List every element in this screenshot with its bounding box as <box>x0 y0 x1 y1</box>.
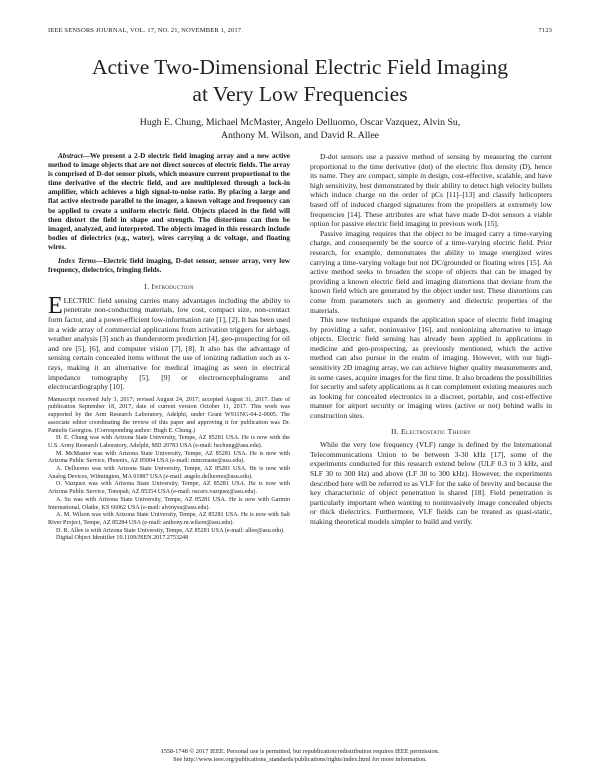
footer-rights-link[interactable]: See http://www.ieee.org/publications_standards/publications/rights/index.html for more information. <box>173 756 427 763</box>
footnote-author-mcmaster: M. McMaster was with Arizona State University, Tempe, AZ 85281 USA. He is now with Arizona Public Service, Phoenix, AZ 85004 USA (e-mail: mmcmaste@asu.edu). <box>48 450 290 465</box>
footnote-author-delluomo: A. Delluomo was with Arizona State University, Tempe, AZ 85281 USA. He is now with Analog Devices, Wilmington, MA 01887 USA (e-mail: angelo.delluomo@asu.edu). <box>48 466 290 480</box>
abstract-text: We present a 2-D electric field imaging array and a new active method to image objects that are not direct sources of electric fields. The array is comprised of D-dot sensor pixels, which measure current proportional to the time derivative of the electric field, and are multiplexed through a lock-in amplifier, which achieves a high signal-to-noise ratio. By placing a large and flat active electrode parallel to the imager, a known voltage and frequency can be applied to create a uniform electric field. Objects placed in the field will then distort the field in shape and strength. The distortions can then be imaged, analyzed, and interpreted. The objects imaged in this research include bodies of dielectrics (e.g., water), wires carrying a dc voltage, and floating wires. <box>48 152 290 251</box>
abstract: Abstract—We present a 2-D electric field imaging array and a new active method to image objects that are not direct sources of electric fields. The array is comprised of D-dot sensor pixels, which measure current proportional to the time derivative of the electric field, and are multiplexed through a lock-in amplifier, which achieves a high signal-to-noise ratio. By placing a large and flat active electrode parallel to the imager, a known voltage and frequency can be applied to create a uniform electric field. Objects placed in the field will then distort the field in shape and strength. The distortions can then be imaged, analyzed, and interpreted. The objects imaged in this research include bodies of dielectrics (e.g., water), wires carrying a dc voltage, and floating wires. <box>48 152 290 251</box>
abstract-label: Abstract <box>58 152 83 160</box>
body-paragraph-ddot: D-dot sensors use a passive method of sensing by measuring the current proportional to the time derivative (dot) of the electric flux density (D), hence its name. They are compact, simple in design, cost-effective, scalable, and have high sensitivity, best demonstrated by their ability to detect high velocity bullets which induce charge on the order of pCs [11]–[13] and classify helicopters based off of induced charged signatures from the propellers at extremely low frequencies [14]. These attributes are what have made D-dot sensors a viable option for passive electric field imaging in previous work [15]. <box>310 152 552 229</box>
footer-copyright-line: 1558-1748 © 2017 IEEE. Personal use is permitted, but republication/redistribution requires IEEE permission. <box>160 748 440 755</box>
section-heading-electrostatic-theory: II. Electrostatic Theory <box>390 426 472 436</box>
footnote-author-allee: D. R. Allee is with Arizona State University, Tempe, AZ 85281 USA (e-mail: allee@asu.edu). <box>56 527 285 534</box>
intro-paragraph-text: LECTRIC field sensing carries many advantages including the ability to penetrate non-conducting materials, low cost, compact size, non-contact form factor, and a power-efficient low-information rate [1], [2]. It has been used in a wide array of commercial applications from activation triggers for airbags, weather analysis [3] such as thunderstorm prediction [4], geo-prospecting for oil and ore [5], [6], and computer vision [7], [8]. It also has the advantage of sensing certain concealed items without the use of ionizing radiation such as x-rays, making it an alternative for medical imaging as seen in electrical impedance tomography [5], [9] or electroencephalograms and electrocardiography [10]. <box>48 295 290 392</box>
footnote-author-chung: H. E. Chung was with Arizona State University, Tempe, AZ 85281 USA. He is now with the U.S. Army Research Laboratory, Adelphi, MD 20783 USA (e-mail: hechung@asu.edu). <box>48 435 290 449</box>
index-terms-label: Index Terms <box>58 257 97 266</box>
section-heading-introduction: I. Introduction <box>144 282 194 292</box>
body-paragraph-vlf: While the very low frequency (VLF) range is defined by the International Telecommunications Union to be between 3-30 kHz [17], some of the experiments conducted for this research extend below (ULF 0.3 to 3 kHz, and SLF 30 to 300 Hz) and above (LF 30 to 300 kHz). However, the experiments described here will be referred to as VLF for the sake of brevity and because the key characteristic of object penetration is shared [18]. Field penetration is particularly important when wanting to noninvasively image concealed objects or thick dielectrics. Furthermore, VLF fields can be treated as quasi-static, making theoretical models simpler to build and verify. <box>310 440 552 526</box>
authors-line-2: Anthony M. Wilson, and David R. Allee <box>220 130 380 141</box>
title-line-2: at Very Low Frequencies <box>192 82 408 106</box>
body-paragraph-technique: This new technique expands the application space of electric field imaging by providing a safer, noninvasive [16], and nonionizing alternative to image objects. Electric field sensing has already been applied in applications in medicine and geo-prospecting, as previously mentioned, which the active method can also pursue in the realm of imaging. However, with our high-sensitivity 2D imaging array, we can achieve higher quality measurements and, in some cases, acquire images for the first time. It also broadens the possibilities for security and safety applications as it can complement existing measures such as looking for concealed electronics in a discreet, portable, and cost-effective manner for airport security or imaging wires (active or not) behind walls in construction sites. <box>310 315 552 421</box>
running-header <box>48 27 552 39</box>
footnote-doi: Digital Object Identifier 10.1109/JSEN.2017.2753248 <box>56 535 189 542</box>
footnote-author-su: A. Su was with Arizona State University, Tempe, AZ 85281 USA. He is now with Garmin International, Olathe, KS 66062 USA (e-mail: alvinysu@asu.edu). <box>48 496 290 511</box>
left-column <box>48 152 290 543</box>
page-number: 7123 <box>538 27 552 34</box>
index-terms: Index Terms—Electric field imaging, D-dot sensor, sensor array, very low frequency, dielectrics, fringing fields. <box>48 257 290 275</box>
footnote-author-wilson: A. M. Wilson was with Arizona State University, Tempe, AZ 85281 USA. He is now with Salt River Project, Tempe, AZ 85284 USA (e-mail: anthony.m.wilson@asu.edu). <box>48 512 290 526</box>
intro-paragraph <box>48 292 290 392</box>
drop-cap: E <box>48 292 63 319</box>
authors-line-1: Hugh E. Chung, Michael McMaster, Angelo Delluomo, Oscar Vazquez, Alvin Su, <box>139 117 461 128</box>
index-terms-text: Electric field imaging, D-dot sensor, sensor array, very low frequency, dielectrics, fringing fields. <box>48 257 290 275</box>
paper-title <box>40 54 560 108</box>
footnote-manuscript: Manuscript received July 3, 2017; revised August 24, 2017; accepted August 31, 2017. Date of publication September 18, 2017; date of current version October 11, 2017. This work was supported by the Arm Research Laboratory, Adelphi, under Grant W911NG-04-2-0005. The associate editor coordinating the review of this paper and approving it for publication was Dr. Pantelis Georgiou. (Corresponding author: Hugh E. Chung.) <box>48 396 290 434</box>
journal-citation: IEEE SENSORS JOURNAL, VOL. 17, NO. 21, NOVEMBER 1, 2017 <box>48 27 242 34</box>
body-paragraph-passive: Passive imaging requires that the object to be imaged carry a time-varying charge, and consequently be the source of a time-varying electric field. Prior research, for example, demonstrates the ability to image energized wires carrying a time-varying voltage but not DC/grounded or floating wires [15]. An active method seeks to broaden the scope of objects that can be imaged by providing a known electric field and imaging distortions that deviate from the known field which are generated by the object under test. These distortions can come from parameters such as geometry and dielectric properties of the materials. <box>310 228 552 315</box>
footnote-author-vazquez: O. Vazquez was with Arizona State University, Tempe, AZ 85281 USA. He is now with Arizona Public Service, Tonopah, AZ 85354 USA (e-mail: oscarx.vazquez@asu.edu). <box>48 481 290 496</box>
author-list <box>60 116 540 142</box>
right-column <box>310 152 552 527</box>
title-line-1: Active Two-Dimensional Electric Field Imaging <box>91 55 509 79</box>
copyright-footer <box>48 748 552 764</box>
